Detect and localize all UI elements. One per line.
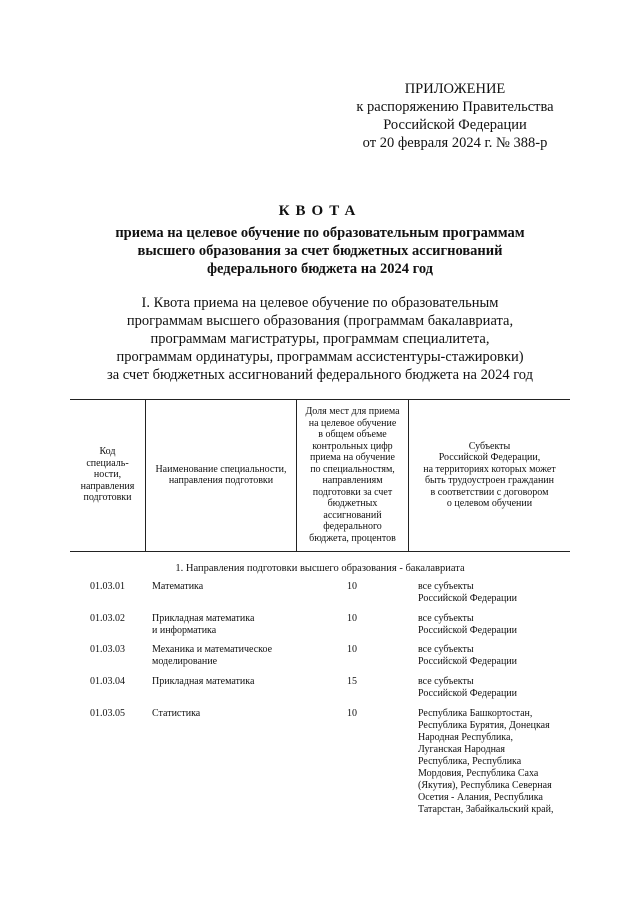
header-line: приема на обучение — [310, 452, 395, 463]
row-subject-line: Российской Федерации — [418, 593, 518, 604]
section-line: программам магистратуры, программам специалитета, — [150, 331, 490, 347]
row-subject-line: все субъекты — [418, 613, 474, 624]
header-line: направления подготовки — [168, 475, 274, 486]
header-line: Субъекты — [468, 440, 511, 452]
appendix-block — [330, 80, 580, 152]
row-subject-line: Республика, Республика — [418, 756, 522, 767]
header-line: специаль- — [86, 457, 129, 469]
row-code: 01.03.02 — [90, 613, 125, 624]
section-line: программам высшего образования (программам бакалавриата, — [126, 313, 514, 329]
row-subject-line: Российской Федерации — [418, 656, 518, 667]
header-line: в соответствии с договором — [430, 486, 549, 498]
subtitle-line: приема на целевое обучение по образовательным программам — [115, 225, 525, 241]
section-line: программам ординатуры, программам ассистентуры-стажировки) — [116, 349, 524, 365]
row-percent: 10 — [347, 613, 357, 624]
header-name — [146, 400, 296, 550]
row-subjects — [418, 644, 568, 668]
row-name-line: Прикладная математика — [152, 613, 255, 624]
row-percent: 10 — [347, 581, 357, 592]
header-line: по специальностям, — [310, 463, 395, 475]
row-subject-line: Российской Федерации — [418, 625, 518, 636]
header-subjects — [409, 400, 570, 550]
appendix-line: Российской Федерации — [383, 117, 527, 133]
row-code: 01.03.04 — [90, 676, 125, 687]
row-name — [152, 581, 292, 593]
row-name-line: моделирование — [152, 656, 218, 667]
row-subject-line: Луганская Народная — [418, 744, 505, 755]
row-percent: 15 — [347, 676, 357, 687]
section-line: за счет бюджетных ассигнований федерального бюджета на 2024 год — [107, 367, 533, 383]
header-share — [297, 400, 408, 550]
row-subject-line: Татарстан, Забайкальский край, — [418, 804, 554, 815]
row-subject-line: (Якутия), Республика Северная — [418, 780, 552, 791]
table-group-title: 1. Направления подготовки высшего образования - бакалавриата — [175, 563, 465, 574]
header-line: о целевом обучении — [446, 498, 533, 509]
header-line: ности, — [93, 469, 122, 481]
row-subjects — [418, 613, 568, 637]
row-name — [152, 644, 292, 668]
header-line: федерального — [323, 521, 382, 532]
row-subject-line: все субъекты — [418, 644, 474, 655]
header-code — [70, 400, 145, 550]
row-code: 01.03.01 — [90, 581, 125, 592]
row-name-line: и информатика — [152, 625, 217, 636]
row-subjects — [418, 676, 568, 700]
row-subjects — [418, 581, 568, 605]
row-code: 01.03.05 — [90, 708, 125, 719]
row-code: 01.03.03 — [90, 644, 125, 655]
header-line: в общем объеме — [318, 429, 387, 440]
header-line: быть трудоустроен гражданин — [424, 475, 555, 486]
header-line: на целевое обучение — [308, 417, 397, 429]
header-line: бюджетных — [327, 498, 378, 509]
row-subject-line: Республика Бурятия, Донецкая — [418, 720, 550, 731]
row-name-line: Прикладная математика — [152, 676, 255, 687]
row-name — [152, 708, 292, 720]
row-subject-line: Республика Башкортостан, — [418, 708, 533, 719]
row-name — [152, 613, 292, 637]
header-line: подготовки — [83, 492, 132, 504]
appendix-line: к распоряжению Правительства — [356, 99, 554, 115]
table-header-bottom-rule — [70, 551, 570, 552]
row-percent: 10 — [347, 644, 357, 655]
header-line: направления — [80, 480, 135, 492]
row-name-line: Статистика — [152, 708, 201, 719]
section-heading — [80, 294, 560, 384]
row-name — [152, 676, 292, 688]
document-title: КВОТА — [278, 203, 362, 219]
appendix-line: ПРИЛОЖЕНИЕ — [404, 81, 506, 97]
row-subject-line: все субъекты — [418, 581, 474, 592]
subtitle-line: высшего образования за счет бюджетных ассигнований — [137, 243, 503, 259]
row-name-line: Механика и математическое — [152, 644, 273, 655]
header-line: на территориях которых может — [423, 463, 556, 475]
subtitle-line: федерального бюджета на 2024 год — [206, 261, 433, 277]
row-subjects — [418, 708, 568, 816]
row-subject-line: все субъекты — [418, 676, 474, 687]
header-line: Наименование специальности, — [155, 463, 287, 475]
header-line: контрольных цифр — [312, 440, 393, 452]
row-subject-line: Мордовия, Республика Саха — [418, 768, 539, 779]
header-line: Российской Федерации, — [438, 452, 541, 463]
header-line: Код — [99, 446, 116, 458]
header-line: бюджета, процентов — [309, 532, 396, 544]
header-line: подготовки за счет — [312, 486, 393, 498]
row-subject-line: Народная Республика, — [418, 732, 513, 743]
row-name-line: Математика — [152, 581, 204, 592]
row-percent: 10 — [347, 708, 357, 719]
row-subject-line: Российской Федерации — [418, 688, 518, 699]
appendix-line: от 20 февраля 2024 г. № 388-р — [362, 135, 548, 151]
section-line: I. Квота приема на целевое обучение по образовательным — [141, 295, 499, 311]
header-line: направлениям — [322, 475, 383, 486]
header-line: ассигнований — [323, 509, 382, 521]
document-subtitle — [90, 224, 550, 278]
header-line: Доля мест для приема — [305, 406, 400, 417]
row-subject-line: Осетия - Алания, Республика — [418, 792, 543, 803]
